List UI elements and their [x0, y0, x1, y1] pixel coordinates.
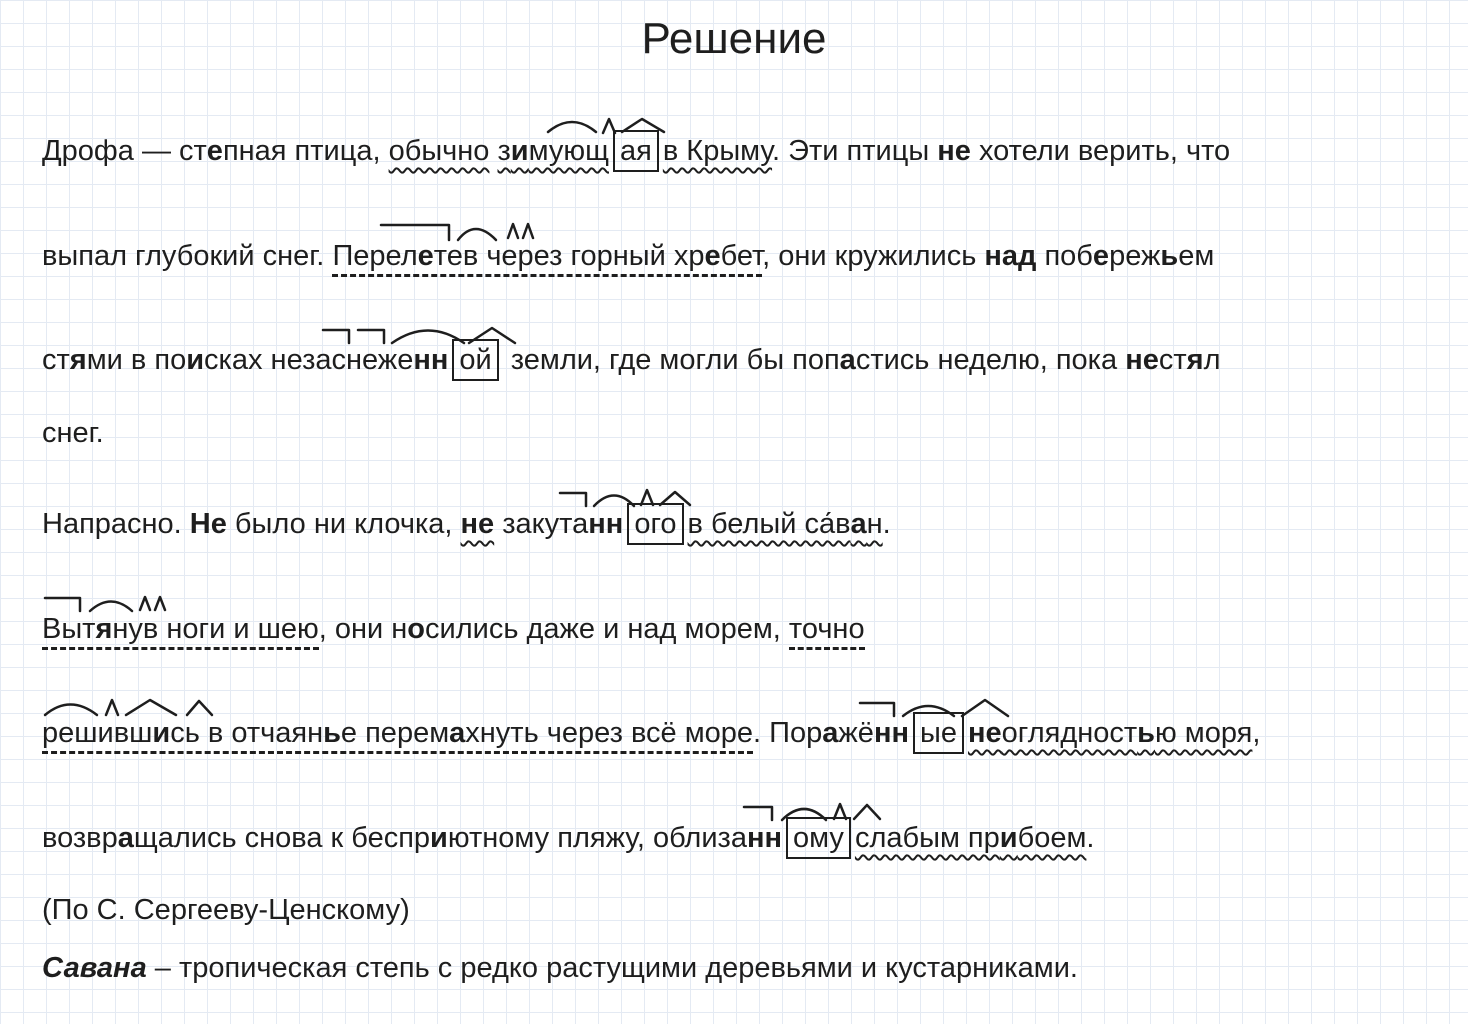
text-fragment: стись неделю, пока	[855, 344, 1126, 376]
stress-vowel: я	[1186, 344, 1204, 376]
particle-ne: не	[967, 717, 1002, 749]
soft-sign: ь	[1160, 240, 1179, 272]
stress-vowel: и	[152, 717, 171, 749]
stress-vowel: е	[1092, 240, 1110, 272]
stress-vowel: я	[69, 344, 87, 376]
text-fragment: щались снова к беспр	[133, 822, 431, 854]
participial-phrase	[42, 717, 753, 754]
text-fragment: земли, где могли бы поп	[502, 344, 840, 376]
text-fragment: ми в по	[86, 344, 187, 376]
text-fragment: выпал глубокий снег.	[42, 240, 333, 272]
text-fragment: закута	[494, 508, 589, 540]
soft-sign: ь	[323, 717, 341, 749]
stress-vowel: а	[850, 508, 867, 540]
adverbial-wavy: в Крыму	[662, 135, 773, 167]
adverbial-wavy	[855, 822, 1086, 854]
double-n: нн	[413, 344, 449, 376]
text-fragment: боем	[1017, 822, 1087, 854]
source-line	[42, 890, 410, 930]
particle-ne: не	[1125, 344, 1159, 376]
text-fragment: Напрасно.	[42, 508, 190, 540]
text-fragment: нув ноги и шею	[112, 613, 319, 645]
stress-vowel: о	[407, 613, 425, 645]
ending-box: ому	[786, 817, 851, 859]
text-fragment: реж	[1109, 240, 1161, 272]
text-fragment: поб	[1036, 240, 1093, 272]
preposition: над	[984, 240, 1037, 272]
soft-sign: ь	[1137, 717, 1155, 749]
stress-vowel: е	[206, 135, 223, 167]
text-fragment: в белый са́в	[687, 508, 851, 540]
text-fragment: , они н	[318, 613, 408, 645]
ending-box: ая	[613, 130, 659, 172]
text-fragment: снег.	[42, 417, 104, 449]
text-fragment: , они кружились	[762, 240, 985, 272]
footnote-definition: – тропическая степь с редко растущими деревьями и кустарниками.	[146, 952, 1078, 984]
stress-vowel: а	[449, 717, 466, 749]
text-fragment: Выт	[42, 613, 96, 645]
text-fragment: тев через горный хр	[433, 240, 705, 272]
text-fragment: сках незаснеже	[204, 344, 414, 376]
particle-ne-wavy: не	[460, 508, 495, 540]
adverbial-wavy: обычно	[388, 135, 490, 167]
text-fragment: мующ	[528, 135, 609, 167]
stress-vowel: е	[417, 240, 434, 272]
text-fragment: сь в отчаян	[170, 717, 324, 749]
footnote-term: Савана	[42, 952, 147, 984]
adverbial-wavy	[688, 508, 883, 540]
particle-ne: Не	[189, 508, 227, 540]
text-fragment: .	[882, 508, 891, 540]
stress-vowel: а	[839, 344, 856, 376]
participial-phrase	[332, 240, 762, 277]
text-fragment: пная птица,	[222, 135, 389, 167]
text-line-7	[42, 713, 1260, 753]
stress-vowel: и	[999, 822, 1018, 854]
text-line-5	[42, 504, 891, 544]
text-fragment: было ни клочка,	[226, 508, 461, 540]
ending-box: ые	[913, 712, 964, 754]
text-fragment: решивш	[42, 717, 153, 749]
stress-vowel: а	[117, 822, 134, 854]
text-fragment: ст	[1158, 344, 1187, 376]
text-fragment: Дрофа — ст	[42, 135, 207, 167]
text-fragment: ем	[1178, 240, 1215, 272]
text-fragment: хотели верить, что	[970, 135, 1231, 167]
text-fragment: Перел	[332, 240, 418, 272]
text-line-4	[42, 413, 104, 453]
source-attribution: (По С. Сергееву-Ценскому)	[42, 894, 410, 926]
text-fragment: возвр	[42, 822, 118, 854]
text-fragment: бет	[720, 240, 763, 272]
text-fragment: ю моря	[1155, 717, 1253, 749]
participle-wavy	[498, 135, 610, 167]
text-fragment: ст	[42, 344, 70, 376]
participial-phrase	[42, 613, 319, 650]
text-fragment: оглядност	[1001, 717, 1138, 749]
text-line-2	[42, 236, 1214, 276]
text-line-3	[42, 340, 1220, 380]
text-fragment: хнуть через всё море	[465, 717, 754, 749]
page-title: Решение	[641, 14, 827, 63]
space	[489, 135, 497, 167]
stress-vowel: и	[186, 344, 205, 376]
stress-vowel: я	[95, 613, 113, 645]
double-n: нн	[588, 508, 624, 540]
text-line-1	[42, 131, 1230, 171]
text-fragment: сились даже и над морем,	[425, 613, 789, 645]
adverbial-wavy	[968, 717, 1252, 749]
text-fragment: л	[1203, 344, 1221, 376]
stress-vowel: е	[704, 240, 721, 272]
stress-vowel: и	[510, 135, 529, 167]
suffix-caret	[854, 805, 880, 819]
particle-ne: не	[937, 135, 971, 167]
double-n: нн	[746, 822, 783, 854]
text-fragment: . Эти птицы	[772, 135, 938, 167]
text-fragment: ,	[1252, 717, 1261, 749]
comparison-word: точно	[789, 613, 865, 650]
text-fragment: . Пор	[753, 717, 823, 749]
text-line-6	[42, 609, 865, 649]
text-fragment: з	[497, 135, 511, 167]
text-fragment: ютному пляжу, облиза	[447, 822, 747, 854]
text-fragment: слабым пр	[854, 822, 1000, 854]
ending-box: ого	[627, 503, 683, 545]
text-fragment: н	[866, 508, 883, 540]
text-line-8	[42, 818, 1094, 858]
text-fragment: е перем	[340, 717, 450, 749]
ending-box: ой	[452, 339, 498, 381]
text-fragment: жё	[838, 717, 874, 749]
footnote	[42, 948, 1078, 988]
stress-vowel: и	[430, 822, 448, 854]
stress-vowel: а	[822, 717, 839, 749]
text-fragment: .	[1086, 822, 1095, 854]
double-n: нн	[873, 717, 909, 749]
